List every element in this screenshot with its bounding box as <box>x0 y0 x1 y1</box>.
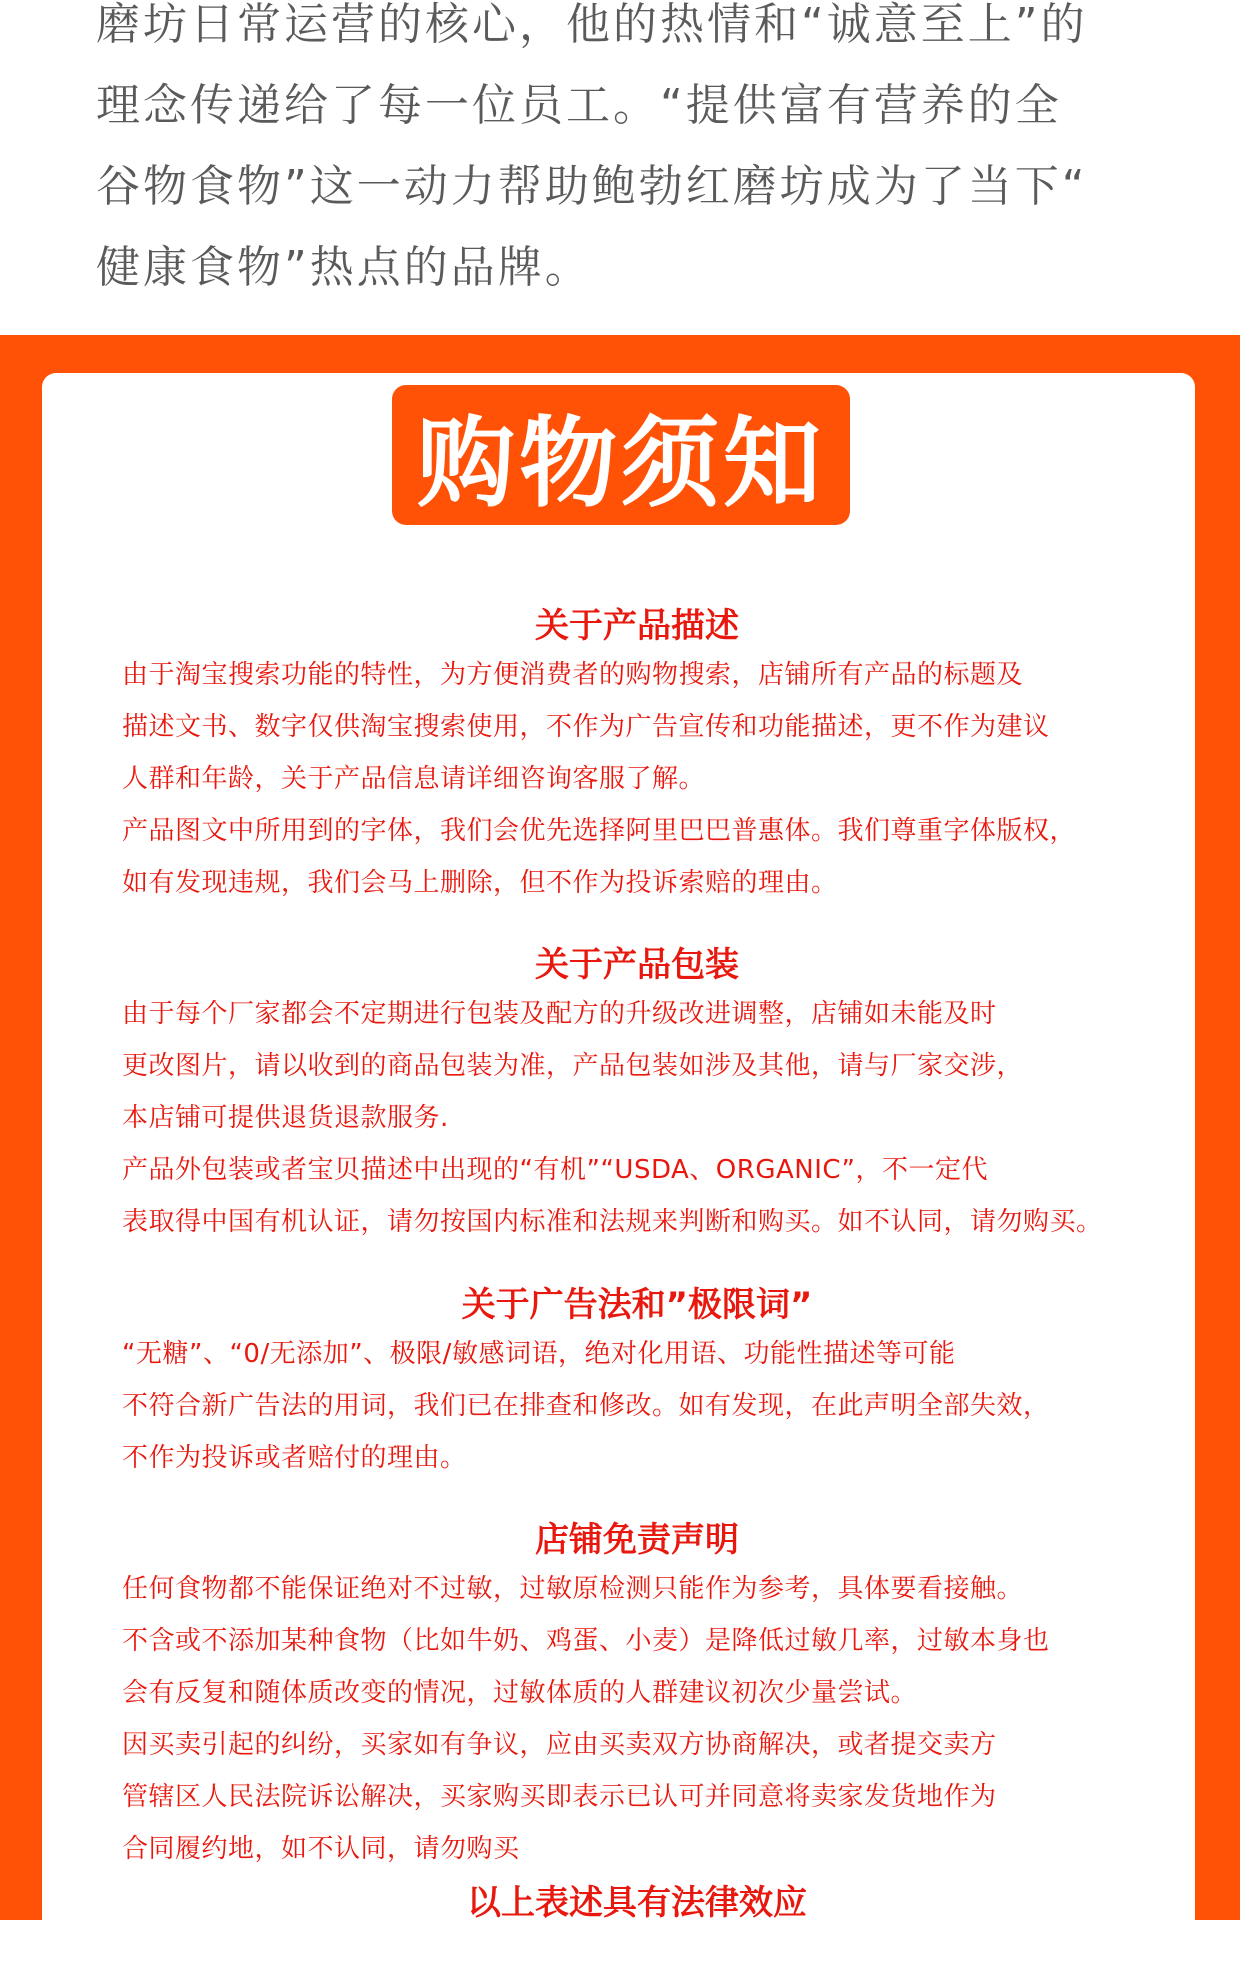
section-line: 合同履约地，如不认同，请勿购买 <box>122 1834 520 1864</box>
section-line: 不符合新广告法的用词，我们已在排查和修改。如有发现，在此声明全部失效， <box>122 1391 1050 1421</box>
section-heading: 关于产品包装 <box>535 945 739 985</box>
intro-line: 谷物食物”这一动力帮助鲍勃红磨坊成为了当下“ <box>96 161 1088 212</box>
section-body <box>122 1569 1050 1881</box>
intro-paragraph <box>96 0 1156 321</box>
section-line: 如有发现违规，我们会马上删除，但不作为投诉索赔的理由。 <box>122 868 838 898</box>
section-line: 会有反复和随体质改变的情况，过敏体质的人群建议初次少量尝试。 <box>122 1678 918 1708</box>
section-line: 由于每个厂家都会不定期进行包装及配方的升级改进调整，店铺如未能及时 <box>122 999 997 1029</box>
section-line: 描述文书、数字仅供淘宝搜索使用，不作为广告宣传和功能描述，更不作为建议 <box>122 712 1050 742</box>
intro-line: 磨坊日常运营的核心，他的热情和“诚意至上”的 <box>96 0 1088 50</box>
section-line: 产品图文中所用到的字体，我们会优先选择阿里巴巴普惠体。我们尊重字体版权， <box>122 816 1077 846</box>
section-line: 因买卖引起的纠纷，买家如有争议，应由买卖双方协商解决，或者提交卖方 <box>122 1730 997 1760</box>
section-line: 管辖区人民法院诉讼解决，买家购买即表示已认可并同意将卖家发货地作为 <box>122 1782 997 1812</box>
section-line: 产品外包装或者宝贝描述中出现的“有机”“USDA、ORGANIC”，不一定代 <box>122 1155 988 1185</box>
section-body <box>122 655 1076 915</box>
section-line: 表取得中国有机认证，请勿按国内标准和法规来判断和购买。如不认同，请勿购买。 <box>122 1207 1103 1237</box>
section-line: 由于淘宝搜索功能的特性，为方便消费者的购物搜索，店铺所有产品的标题及 <box>122 660 1024 690</box>
notice-card <box>42 373 1195 1973</box>
section-body <box>122 994 1103 1254</box>
section-heading: 关于广告法和”极限词” <box>461 1285 813 1325</box>
legal-effect-heading: 以上表述具有法律效应 <box>467 1883 807 1923</box>
section-line: 更改图片，请以收到的商品包装为准，产品包装如涉及其他，请与厂家交涉， <box>122 1051 1024 1081</box>
intro-line: 健康食物”热点的品牌。 <box>96 242 592 293</box>
section-heading: 店铺免责声明 <box>535 1520 739 1560</box>
intro-line: 理念传递给了每一位员工。“提供富有营养的全 <box>96 80 1062 131</box>
section-line: 人群和年龄，关于产品信息请详细咨询客服了解。 <box>122 764 706 794</box>
section-line: “无糖”、“0/无添加”、极限/敏感词语，绝对化用语、功能性描述等可能 <box>122 1339 956 1369</box>
section-line: 不作为投诉或者赔付的理由。 <box>122 1443 467 1473</box>
section-line: 本店铺可提供退货退款服务. <box>122 1103 449 1133</box>
section-line: 不含或不添加某种食物（比如牛奶、鸡蛋、小麦）是降低过敏几率，过敏本身也 <box>122 1626 1050 1656</box>
notice-title: 购物须知 <box>416 406 825 521</box>
intro-section <box>0 0 1240 335</box>
shopping-notice-section <box>0 335 1240 1923</box>
section-line: 任何食物都不能保证绝对不过敏，过敏原检测只能作为参考，具体要看接触。 <box>122 1574 1024 1604</box>
section-body <box>122 1334 1050 1490</box>
notice-title-badge <box>392 385 850 525</box>
section-heading: 关于产品描述 <box>535 606 739 646</box>
